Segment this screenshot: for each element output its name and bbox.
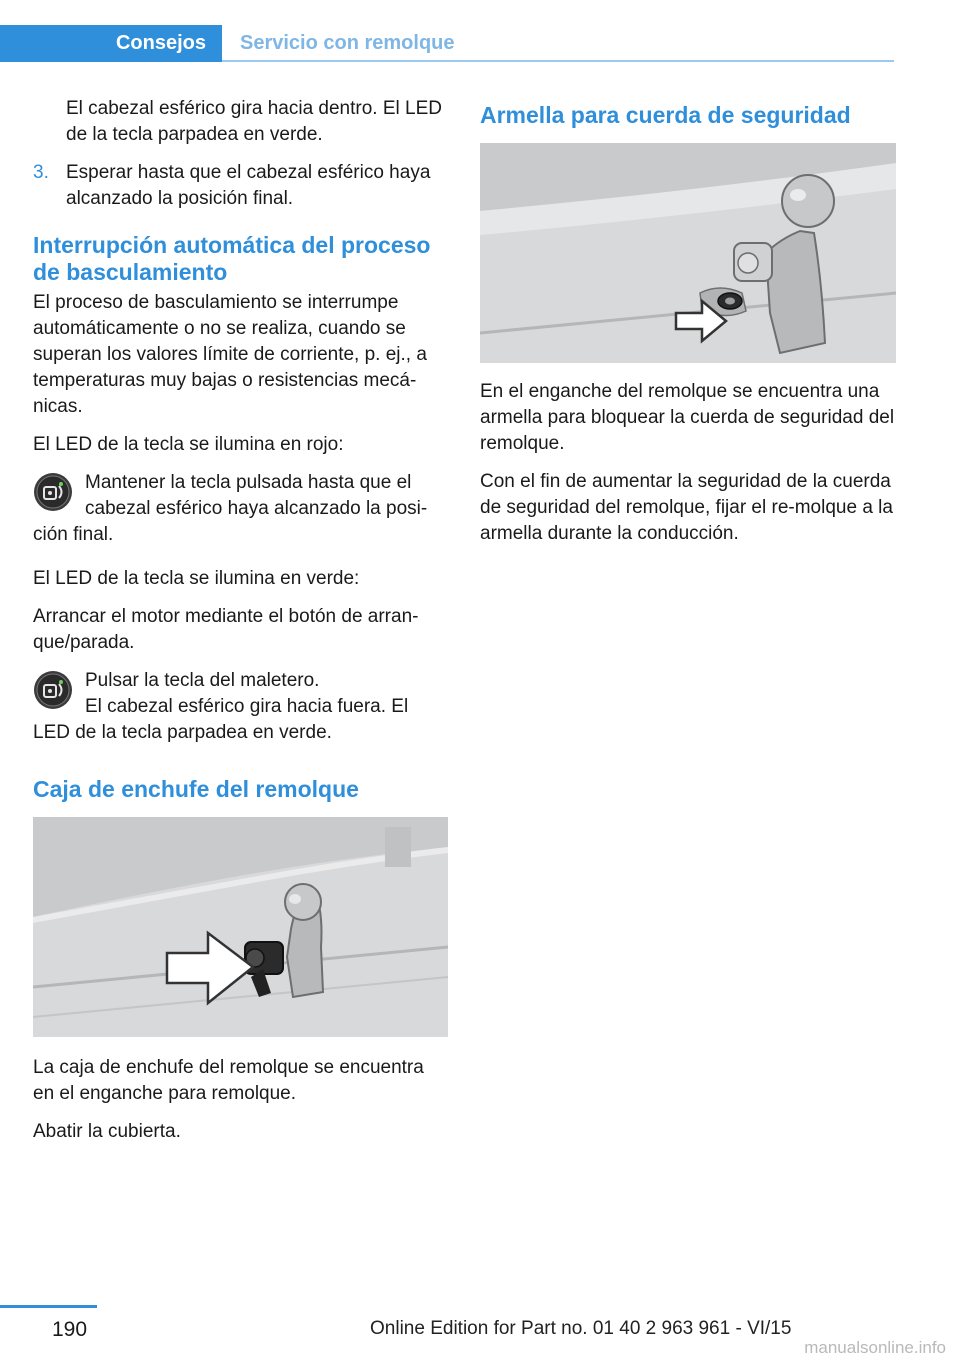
icon-paragraph-2-line1: Pulsar la tecla del maletero. [85,670,320,691]
continued-step-text: El cabezal esférico gira hacia dentro. El LED de la tecla parpadea en verde. [66,98,442,145]
page-number: 190 [52,1318,88,1341]
right-column [480,96,896,559]
left-column [33,96,448,1157]
step-number: 3. [33,162,49,183]
tab-servicio-con-remolque[interactable]: Servicio con remolque [240,32,455,54]
icon-paragraph-1 [33,470,448,548]
icon-paragraph-2-line2: El cabezal esférico gira hacia fuera. El LED de la tecla parpadea en verde. [33,696,409,743]
paragraph-led-verde: El LED de la tecla se ilumina en verde: [33,568,360,589]
icon-paragraph-2 [33,668,448,746]
paragraph-led-rojo: El LED de la tecla se ilumina en rojo: [33,434,344,455]
icon-paragraph-1-text: Mantener la tecla pulsada hasta que el cabezal esférico haya alcanzado la posi‐ción final. [33,472,428,545]
heading-caja-enchufe: Caja de enchufe del remolque [33,776,359,802]
watermark: manualsonline.info [804,1338,946,1357]
tab-consejos[interactable]: Consejos [0,25,222,62]
paragraph-armella-1: En el enganche del remolque se encuentra una armella para bloquear la cuerda de seguridad del remolque. [480,381,895,454]
header-divider [222,60,894,62]
edition-text: Online Edition for Part no. 01 40 2 963 961 - VI/15 [370,1318,792,1339]
paragraph-arrancar: Arrancar el motor mediante el botón de arran‐que/parada. [33,606,419,653]
paragraph-caja-1: La caja de enchufe del remolque se encuentra en el enganche para remolque. [33,1057,424,1104]
safety-rope-eyelet-illustration [480,143,896,363]
page-header [0,0,960,62]
tailgate-button-icon [33,472,73,512]
step-text: Esperar hasta que el cabezal esférico haya alcanzado la posición final. [66,162,431,209]
paragraph-interrupcion: El proceso de basculamiento se interrumpe automáticamente o no se realiza, cuando se superan los valores límite de corriente, p. ej., a temperaturas muy bajas o resistencias mecá‐nicas. [33,292,427,417]
step-3 [33,160,448,212]
tailgate-button-icon [33,670,73,710]
footer-accent-line [0,1305,97,1308]
trailer-socket-illustration [33,817,448,1037]
paragraph-armella-2: Con el fin de aumentar la seguridad de la cuerda de seguridad del remolque, fijar el re‐molque a la armella durante la conducción. [480,471,893,544]
paragraph-caja-2: Abatir la cubierta. [33,1121,181,1142]
heading-interrupcion: Interrupción automática del proceso de basculamiento [33,232,431,285]
heading-armella: Armella para cuerda de seguridad [480,102,851,128]
